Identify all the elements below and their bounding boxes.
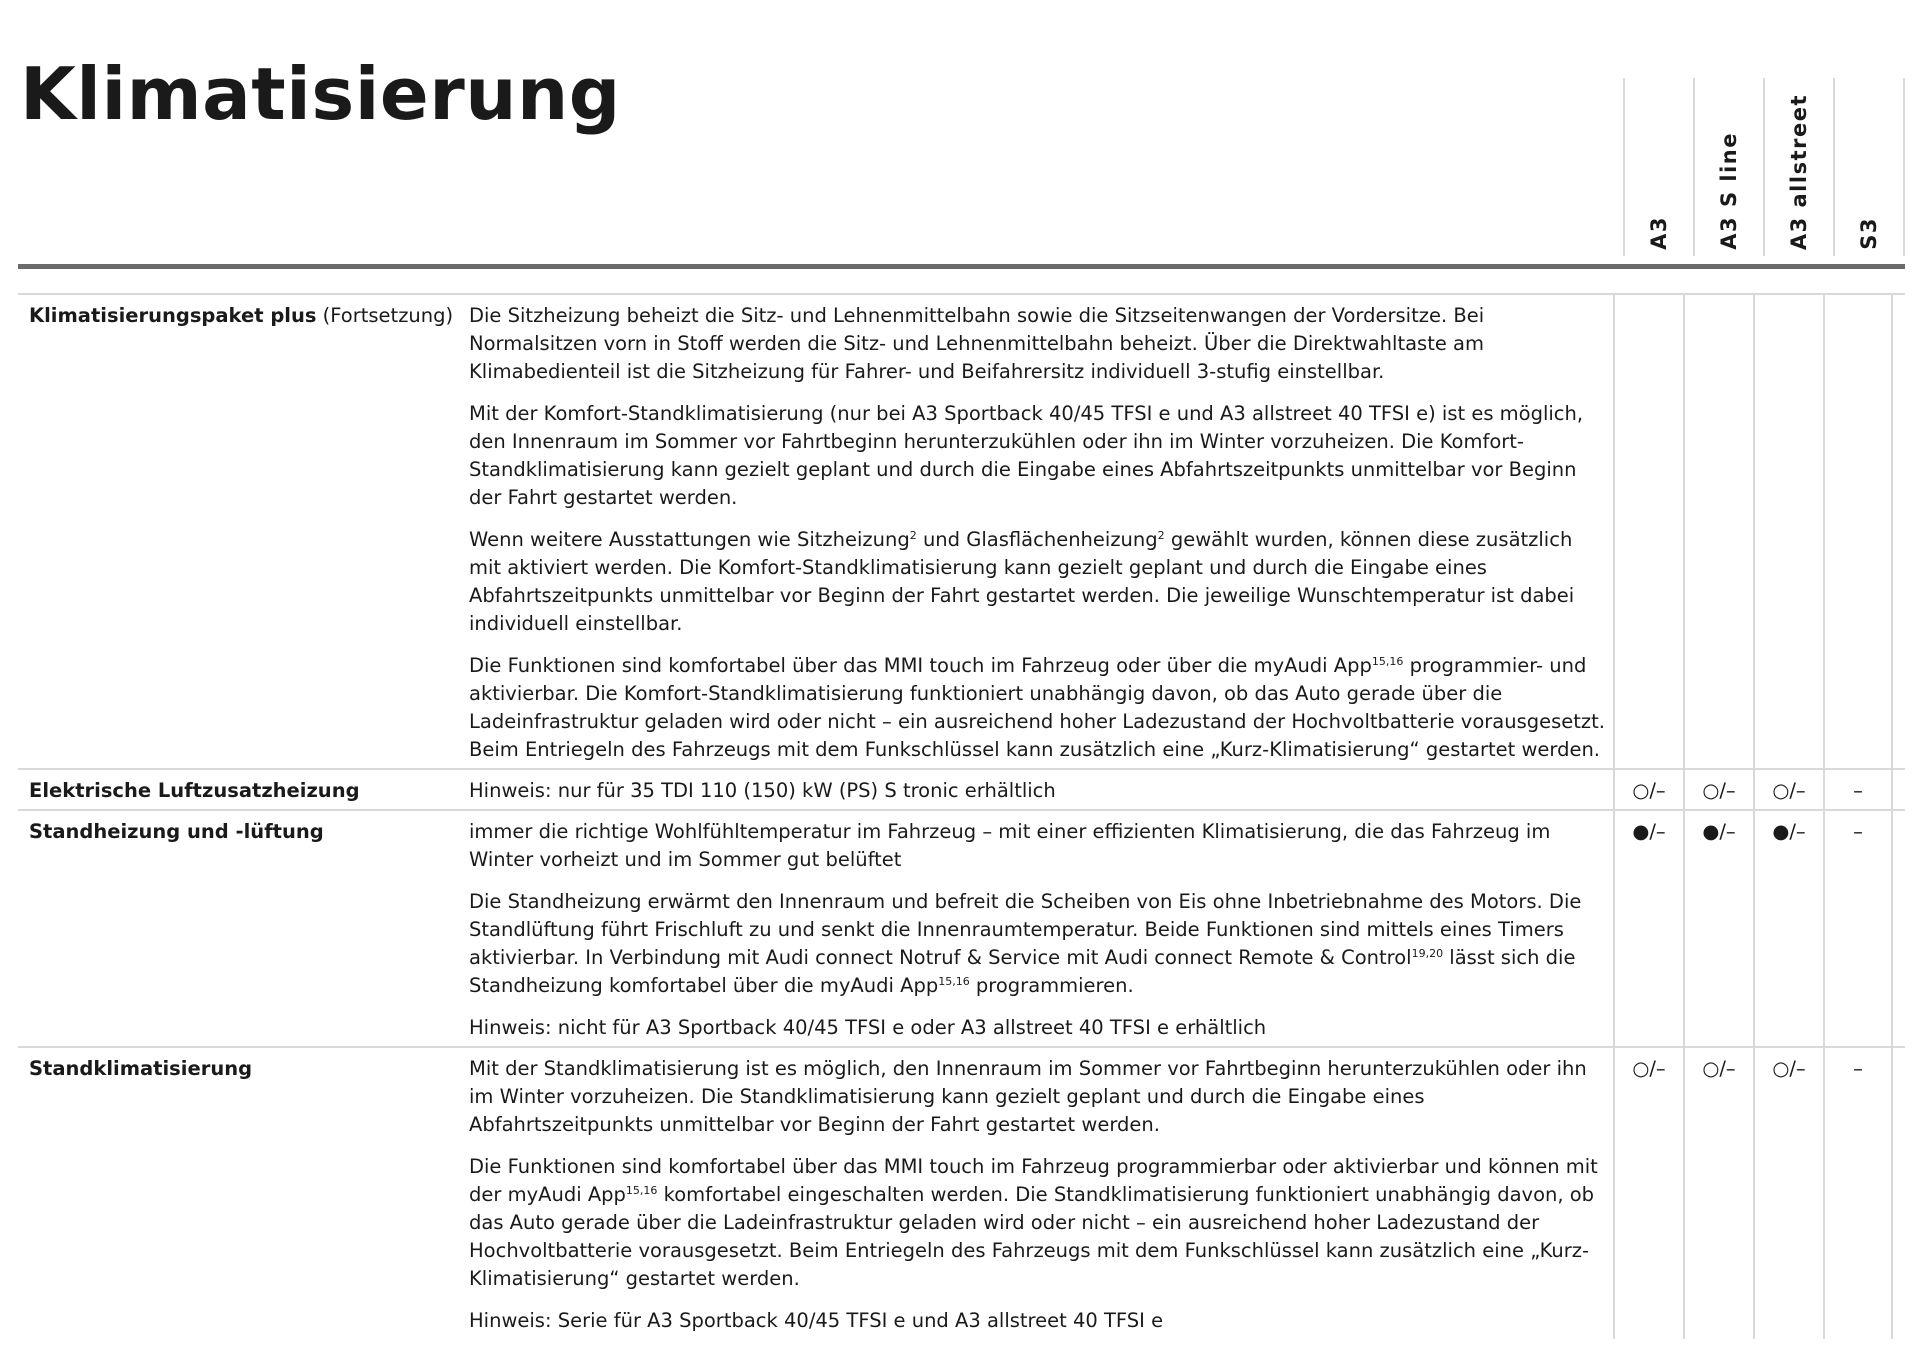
description-paragraph: Wenn weitere Ausstattungen wie Sitzheizung$^2$ und Glasflächenheizung$^2$ gewählt wurden, können diese zusätzlich mit aktiviert werden. Die Komfort-Standklimatisierung kann gezielt geplant und durch die Eingabe eines Abfahrtszeitpunkts unmittelbar vor Beginn der Fahrt gestartet werden. Die jeweilige Wunschtemperatur ist dabei individuell einstellbar.	[469, 528, 1575, 635]
mark-s3: –	[1823, 1048, 1893, 1339]
mark-a3-allstreet: ○/–	[1753, 770, 1823, 809]
header-divider	[18, 264, 1905, 269]
mark-a3-allstreet	[1753, 295, 1823, 768]
mark-a3-s-line: ●/–	[1683, 811, 1753, 1046]
mark-s3	[1823, 295, 1893, 768]
column-header-a3-s-line: A3 S line	[1693, 78, 1763, 256]
description-paragraph: Die Funktionen sind komfortabel über das MMI touch im Fahrzeug programmierbar oder aktivierbar und können mit der myAudi App$^{15,16}$ komfortabel eingeschalten werden. Die Standklimatisierung funktioniert unabhängig davon, ob das Auto gerade über die Ladeinfrastruktur geladen wird oder nicht – ein ausreichend hoher Ladezustand der Hochvoltbatterie vorausgesetzt. Beim Entriegeln des Fahrzeugs mit dem Funkschlüssel kann zusätzlich eine „Kurz-Klimatisierung“ gestartet werden.	[469, 1155, 1598, 1290]
mark-a3-allstreet: ●/–	[1753, 811, 1823, 1046]
feature-description	[469, 770, 1613, 809]
footnote-ref: 15,16	[938, 975, 970, 988]
footnote-ref: 19,20	[1411, 947, 1444, 960]
mark-a3-s-line: ○/–	[1683, 1048, 1753, 1339]
description-paragraph: Die Standheizung erwärmt den Innenraum und befreit die Scheiben von Eis ohne Inbetriebnahme des Motors. Die Standlüftung führt Frischluft zu und senkt die Innenraumtemperatur. Beide Funktionen sind mittels eines Timers aktivierbar. In Verbindung mit Audi connect Notruf & Service mit Audi connect Remote & Control$^{19,20}$ lässt sich die Standheizung komfortabel über die myAudi App$^{15,16}$ programmieren.	[469, 890, 1582, 997]
description-paragraph: Mit der Standklimatisierung ist es möglich, den Innenraum im Sommer vor Fahrtbeginn herunterzukühlen oder ihn im Winter vorzuheizen. Die Standklimatisierung kann gezielt geplant und durch die Eingabe eines Abfahrtszeitpunkts unmittelbar vor Beginn der Fahrt gestartet werden.	[469, 1057, 1587, 1136]
column-header-a3-allstreet: A3 allstreet	[1763, 78, 1833, 256]
footnote-ref: 15,16	[1371, 655, 1404, 668]
mark-a3-allstreet: ○/–	[1753, 1048, 1823, 1339]
feature-name: Elektrische Luftzusatzheizung	[29, 779, 360, 802]
mark-a3-s-line	[1683, 295, 1753, 768]
description-paragraph: Mit der Komfort-Standklimatisierung (nur bei A3 Sportback 40/45 TFSI e und A3 allstreet 40 TFSI e) ist es möglich, den Innenraum im Sommer vor Fahrtbeginn herunterzukühlen oder ihn im Winter vorzuheizen. Die Komfort-Standklimatisierung kann gezielt geplant und durch die Eingabe eines Abfahrtszeitpunkts unmittelbar vor Beginn der Fahrt gestartet werden.	[469, 402, 1584, 509]
page-title: Klimatisierung	[20, 52, 621, 136]
column-header-a3: A3	[1623, 78, 1693, 256]
mark-s3: –	[1823, 770, 1893, 809]
table-row	[18, 1048, 1905, 1339]
table-row	[18, 811, 1905, 1048]
column-header-s3: S3	[1833, 78, 1905, 256]
footnote-ref: 15,16	[625, 1184, 658, 1197]
mark-a3	[1613, 295, 1683, 768]
feature-name: Standheizung und -lüftung	[29, 820, 324, 843]
mark-a3: ○/–	[1613, 770, 1683, 809]
feature-description	[469, 811, 1613, 1046]
table-row	[18, 770, 1905, 811]
feature-description	[469, 1048, 1613, 1339]
feature-name: Standklimatisierung	[29, 1057, 253, 1080]
description-paragraph: Die Sitzheizung beheizt die Sitz- und Lehnenmittelbahn sowie die Sitzseitenwangen der Vordersitze. Bei Normalsitzen vorn in Stoff werden die Sitz- und Lehnenmittelbahn beheizt. Über die Direktwahltaste am Klimabedienteil ist die Sitzheizung für Fahrer- und Beifahrersitz individuell 3-stufig einstellbar.	[469, 304, 1485, 383]
description-paragraph: Die Funktionen sind komfortabel über das MMI touch im Fahrzeug oder über die myAudi App$^{15,16}$ programmier- und aktivierbar. Die Komfort-Standklimatisierung funktioniert unabhängig davon, ob das Auto gerade über die Ladeinfrastruktur geladen wird oder nicht – ein ausreichend hoher Ladezustand der Hochvoltbatterie vorausgesetzt. Beim Entriegeln des Fahrzeugs mit dem Funkschlüssel kann zusätzlich eine „Kurz-Klimatisierung“ gestartet werden.	[469, 654, 1605, 761]
mark-a3-s-line: ○/–	[1683, 770, 1753, 809]
description-paragraph: Hinweis: nicht für A3 Sportback 40/45 TFSI e oder A3 allstreet 40 TFSI e erhältlich	[469, 1016, 1267, 1039]
feature-description	[469, 295, 1613, 768]
footnote-ref: 2	[1157, 529, 1165, 542]
feature-name: Klimatisierungspaket plus (Fortsetzung)	[29, 304, 454, 327]
description-paragraph: Hinweis: nur für 35 TDI 110 (150) kW (PS) S tronic erhältlich	[469, 779, 1056, 802]
mark-s3: –	[1823, 811, 1893, 1046]
description-paragraph: Hinweis: Serie für A3 Sportback 40/45 TFSI e und A3 allstreet 40 TFSI e	[469, 1309, 1164, 1332]
spec-table	[18, 293, 1905, 1339]
footnote-ref: 2	[909, 529, 917, 542]
mark-a3: ○/–	[1613, 1048, 1683, 1339]
table-row	[18, 295, 1905, 770]
mark-a3: ●/–	[1613, 811, 1683, 1046]
description-paragraph: immer die richtige Wohlfühltemperatur im Fahrzeug – mit einer effizienten Klimatisierung, die das Fahrzeug im Winter vorheizt und im Sommer gut belüftet	[469, 820, 1551, 871]
